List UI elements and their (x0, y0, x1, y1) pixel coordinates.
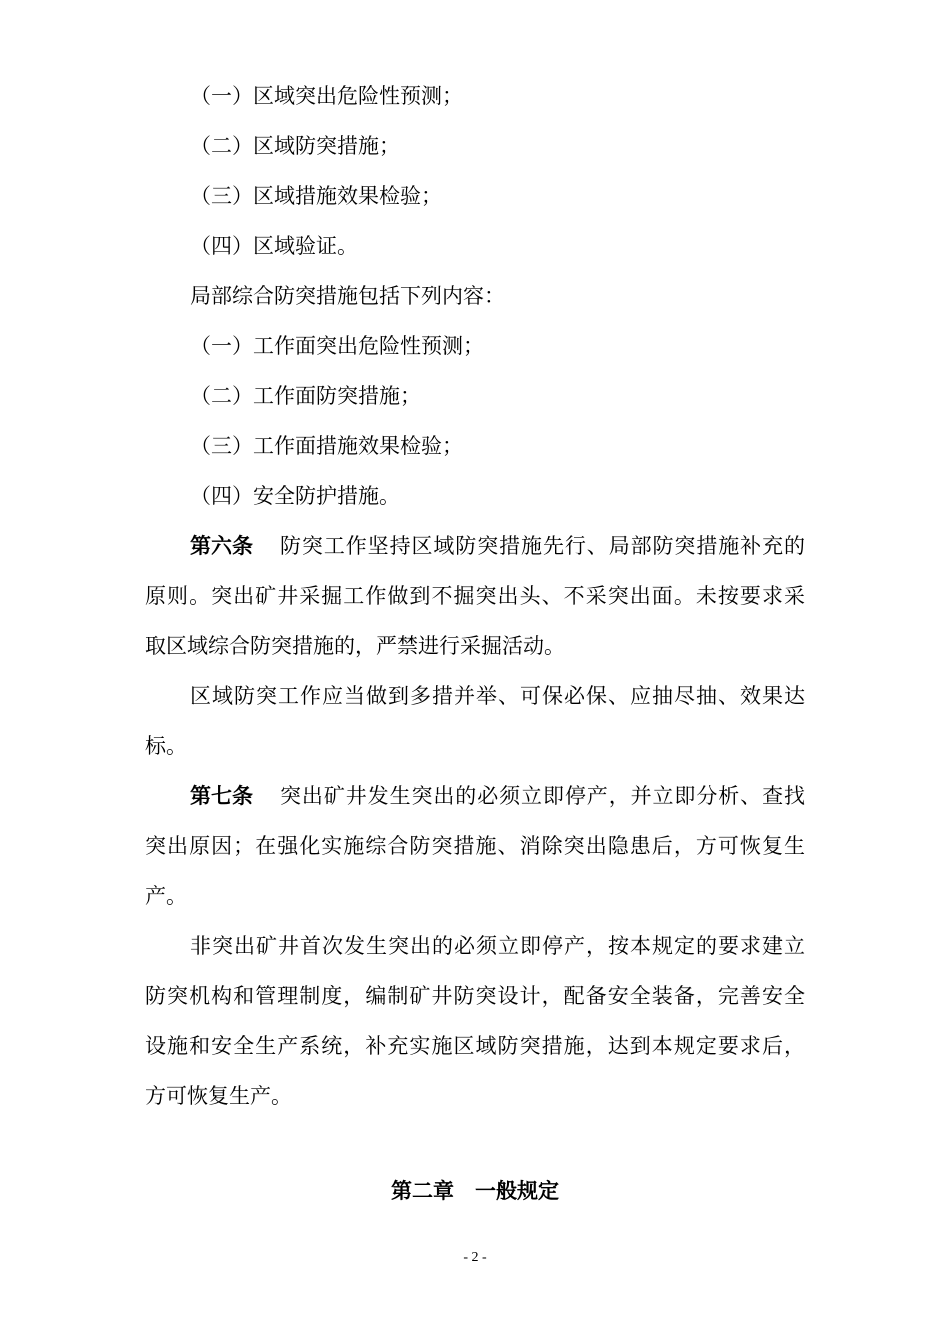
regional-item-3: （三）区域措施效果检验； (190, 184, 442, 208)
article-7-para2-line-3: 设施和安全生产系统，补充实施区域防突措施，达到本规定要求后， (145, 1034, 805, 1058)
local-item-4: （四）安全防护措施。 (190, 484, 400, 508)
chapter-title: 第二章 一般规定 (391, 1179, 559, 1203)
article-7-para2-line-2: 防突机构和管理制度，编制矿井防突设计，配备安全装备，完善安全 (145, 984, 805, 1008)
article-7-line-1: 突出矿井发生突出的必须立即停产，并立即分析、查找 (280, 784, 805, 808)
article-7-para2-line-4: 方可恢复生产。 (145, 1084, 292, 1108)
article-7-line-3: 产。 (145, 884, 187, 908)
local-item-3: （三）工作面措施效果检验； (190, 434, 463, 458)
article-6-para2-line-1: 区域防突工作应当做到多措并举、可保必保、应抽尽抽、效果达 (190, 684, 805, 708)
local-item-1: （一）工作面突出危险性预测； (190, 334, 484, 358)
regional-item-1: （一）区域突出危险性预测； (190, 84, 463, 108)
regional-item-2: （二）区域防突措施； (190, 134, 400, 158)
article-6-heading: 第六条 (190, 534, 253, 558)
article-7-para2-line-1: 非突出矿井首次发生突出的必须立即停产，按本规定的要求建立 (190, 934, 805, 958)
article-6-line-3: 取区域综合防突措施的，严禁进行采掘活动。 (145, 634, 565, 658)
article-6-line-2: 原则。突出矿井采掘工作做到不掘突出头、不采突出面。未按要求采 (145, 584, 805, 608)
local-item-2: （二）工作面防突措施； (190, 384, 421, 408)
regional-item-4: （四）区域验证。 (190, 234, 358, 258)
page-number: - 2 - (463, 1250, 487, 1265)
article-6-para2-line-2: 标。 (145, 734, 187, 758)
article-7-line-2: 突出原因；在强化实施综合防突措施、消除突出隐患后，方可恢复生 (145, 834, 805, 858)
local-intro: 局部综合防突措施包括下列内容： (190, 284, 505, 308)
article-7-heading: 第七条 (190, 784, 253, 808)
article-6-line-1: 防突工作坚持区域防突措施先行、局部防突措施补充的 (280, 534, 805, 558)
